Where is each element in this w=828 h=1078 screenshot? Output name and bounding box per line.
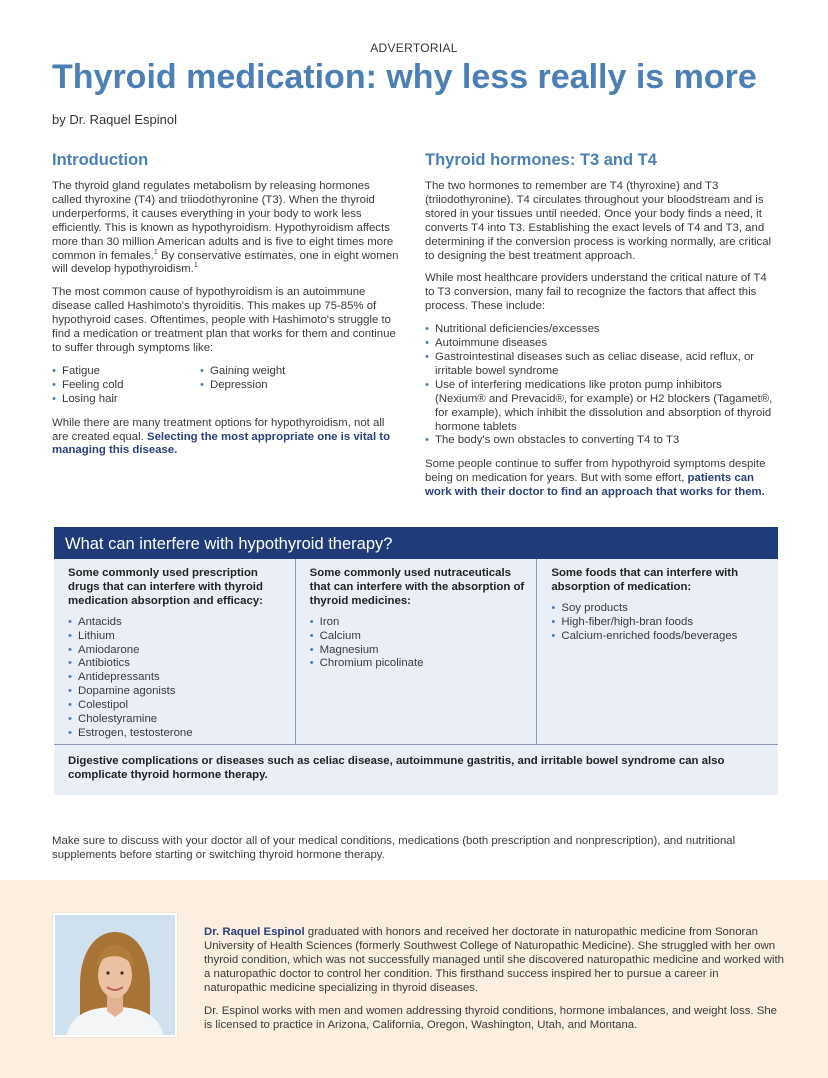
drug-list xyxy=(68,616,283,741)
advertorial-label: ADVERTORIAL xyxy=(370,41,458,55)
list-item: • Autoimmune diseases xyxy=(425,337,775,351)
list-item: • Dopamine agonists xyxy=(68,685,283,699)
column-title: Some commonly used nutraceuticals that can interfere with the absorption of thyroid medicines: xyxy=(309,567,525,607)
hormones-emphasis: patients can work with their doctor to find an approach that works for them. xyxy=(425,472,765,499)
list-item: • Antidepressants xyxy=(68,671,283,685)
column-title: Some foods that can interfere with absorption of medication: xyxy=(551,567,739,593)
list-item: • Fatigue xyxy=(52,365,200,379)
bio-text xyxy=(204,925,784,1041)
list-item: • Nutritional deficiencies/excesses xyxy=(425,323,775,337)
author-name: Dr. Raquel Espinol xyxy=(204,926,305,938)
hormones-paragraph-2: While most healthcare providers understand the critical nature of T4 to T3 conversion, many fail to recognize the factors that affect this process. These include: xyxy=(425,272,767,313)
footnote-ref: 1 xyxy=(193,262,198,270)
article-title: Thyroid medication: why less really is more xyxy=(52,58,757,96)
food-list xyxy=(551,602,766,644)
list-item: • Cholestyramine xyxy=(68,713,283,727)
author-bio xyxy=(0,880,828,1078)
bio-paragraph-1: Dr. Raquel Espinol graduated with honors and received her doctorate in naturopathic medicine from Sonoran University of Health Sciences (formerly Southwest College of Naturopathic Medicine). She struggled with her own thyroid condition, which was not successfully managed until she discovered naturopathic medicine and worked with a naturopathic doctor to control her condition. This firsthand success inspired her to pursue a career in naturopathic medicine specializing in thyroid diseases. xyxy=(204,926,784,994)
list-item: • Soy products xyxy=(551,602,766,616)
symptom-list xyxy=(52,365,402,407)
prescription-drugs-column xyxy=(54,559,295,744)
list-item: • Use of interfering medications like proton pump inhibitors (Nexium® and Prevacid®, for example) or H2 blockers (Tagamet®, for example), which inhibit the dissolution and absorption of thyroid hormone tablets xyxy=(425,379,775,435)
panel-footer: Digestive complications or diseases such as celiac disease, autoimmune gastritis, and irritable bowel syndrome can also complicate thyroid hormone therapy. xyxy=(54,744,778,782)
introduction-heading: Introduction xyxy=(52,151,149,169)
nutraceuticals-column xyxy=(295,559,537,744)
list-item: • Depression xyxy=(200,379,348,393)
column-title: Some commonly used prescription drugs that can interfere with thyroid medication absorption and efficacy: xyxy=(68,567,263,607)
byline: by Dr. Raquel Espinol xyxy=(52,112,178,127)
closing-paragraph: Make sure to discuss with your doctor all of your medical conditions, medications (both prescription and nonprescription), and nutritional supplements before starting or switching thyroid hormone therapy. xyxy=(52,835,736,862)
list-item: • High-fiber/high-bran foods xyxy=(551,616,766,630)
list-item: • Estrogen, testosterone xyxy=(68,727,283,741)
nutraceutical-list xyxy=(310,616,525,672)
hormones-heading: Thyroid hormones: T3 and T4 xyxy=(425,151,657,169)
list-item: • Magnesium xyxy=(310,644,525,658)
list-item: • Lithium xyxy=(68,630,283,644)
list-item: • Calcium xyxy=(310,630,525,644)
factor-list xyxy=(425,323,775,448)
symptom-list-right xyxy=(200,365,348,407)
list-item: • Feeling cold xyxy=(52,379,200,393)
list-item: • Losing hair xyxy=(52,393,200,407)
intro-paragraph-3: While there are many treatment options for hypothyroidism, not all are created equal. Selecting the most appropriate one is vital to managing this disease. xyxy=(52,416,391,457)
intro-paragraph-2: The most common cause of hypothyroidism is an autoimmune disease called Hashimoto's thyroiditis. This makes up 75-85% of hypothyroid cases. Oftentimes, people with Hashimoto's struggle to find a medication or treatment plan that works for them and continue to suffer through symptoms like: xyxy=(52,286,396,354)
hormones-paragraph-1: The two hormones to remember are T4 (thyroxine) and T3 (triiodothyronine). T4 circulates throughout your bloodstream and is stored in your tissues until needed. Once your body finds a need, it converts T4 into T3. Establishing the exact levels of T4 and T3, and determining if the conversion process is working normally, are critical to designing the best treatment approach. xyxy=(425,180,772,262)
intro-paragraph-1: The thyroid gland regulates metabolism by releasing hormones called thyroxine (T4) and triiodothyronine (T3). When the thyroid underperforms, it causes everything in your body to work less efficiently. This is known as hypothyroidism. Hypothyroidism affects more than 30 million American adults and is five to eight times more common in females.$^1$ By conservative estimates, one in eight women will develop hypothyroidism.$^1$ xyxy=(52,180,399,276)
list-item: • Calcium-enriched foods/beverages xyxy=(551,630,766,644)
panel-heading: What can interfere with hypothyroid therapy? xyxy=(54,527,778,559)
list-item: • Colestipol xyxy=(68,699,283,713)
list-item: • Amiodarone xyxy=(68,644,283,658)
list-item: • Gastrointestinal diseases such as celiac disease, acid reflux, or irritable bowel syndrome xyxy=(425,351,775,379)
foods-column xyxy=(536,559,778,744)
footnote-ref: 1 xyxy=(153,248,158,256)
interference-panel xyxy=(54,527,778,795)
list-item: • Antibiotics xyxy=(68,657,283,671)
symptom-list-left xyxy=(52,365,200,407)
intro-emphasis: Selecting the most appropriate one is vital to managing this disease. xyxy=(52,430,391,457)
panel-columns xyxy=(54,559,778,744)
list-item: • Gaining weight xyxy=(200,365,348,379)
hormones-paragraph-3: Some people continue to suffer from hypothyroid symptoms despite being on medication for years. But with some effort, patients can work with their doctor to find an approach that works for them. xyxy=(425,458,766,499)
list-item: • Iron xyxy=(310,616,525,630)
list-item: • Chromium picolinate xyxy=(310,657,525,671)
bio-paragraph-2: Dr. Espinol works with men and women addressing thyroid conditions, hormone imbalances, and weight loss. She is licensed to practice in Arizona, California, Oregon, Washington, Utah, and Montana. xyxy=(204,1005,777,1031)
hormones-section xyxy=(425,150,775,509)
introduction-section xyxy=(52,150,402,467)
list-item: • Antacids xyxy=(68,616,283,630)
list-item: • The body's own obstacles to converting T4 to T3 xyxy=(425,434,775,448)
author-photo xyxy=(53,913,177,1037)
